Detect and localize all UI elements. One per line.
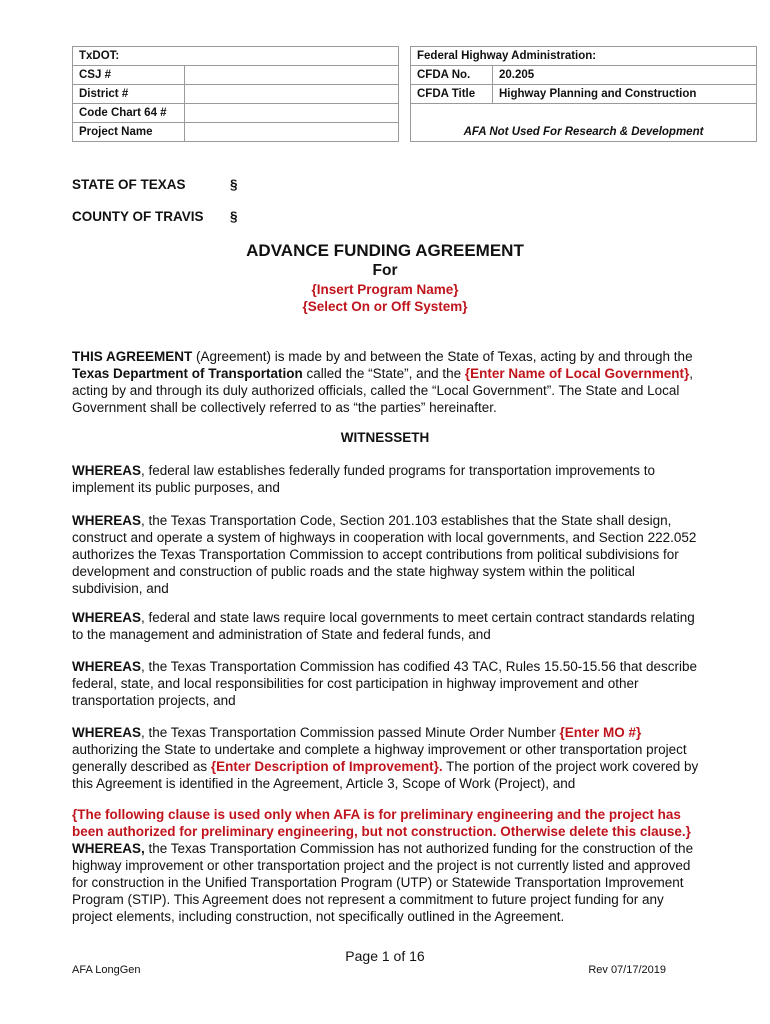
fhwa-label: Federal Highway Administration: [411,47,757,66]
whereas-paragraph: WHEREAS, the Texas Transportation Code, Section 201.103 establishes that the State shall design, construct and operate a system of highways in cooperation with local governments, and Section 222.052 authorizes the Texas Transportation Commission to accept contributions from political subdivisions for development and construction of public roads and the state highway system within the political subdivision, and [72,513,697,596]
afa-note: AFA Not Used For Research & Development [411,123,757,142]
txdot-label: TxDOT: [73,47,399,66]
code-chart-field[interactable] [185,104,399,123]
cfda-title-label: CFDA Title [411,85,493,104]
header-table [72,46,757,142]
clause-note: {The following clause is used only when AFA is for preliminary engineering and the project has been authorized for preliminary engineering, but not construction. Otherwise delete this clause.} [72,807,691,839]
agreement-paragraph: THIS AGREEMENT (Agreement) is made by and between the State of Texas, acting by and through the Texas Department of Transportation called the “State”, and the {Enter Name of Local Government}, acting by and through its duly authorized officials, called the “Local Government”. The State and Local Government shall be collectively referred to as “the parties” hereinafter. [72,349,693,415]
cfda-no-label: CFDA No. [411,66,493,85]
csj-field[interactable] [185,66,399,85]
cfda-no-value: 20.205 [493,66,757,85]
program-name-placeholder: {Insert Program Name} [311,282,459,297]
project-name-label: Project Name [73,123,185,142]
whereas-paragraph: WHEREAS, federal and state laws require local governments to meet certain contract standards relating to the management and administration of State and federal funds, and [72,610,695,642]
cfda-title-value: Highway Planning and Construction [493,85,757,104]
footer-right: Rev 07/17/2019 [588,964,666,976]
district-label: District # [73,85,185,104]
section-symbol: § [230,209,238,224]
whereas-paragraph-conditional: {The following clause is used only when AFA is for preliminary engineering and the project has been authorized for preliminary engineering, but not construction. Otherwise delete this clause.} WHEREAS, the Texas Transportation Commission has not authorized funding for the construction of the highway improvement or other transportation project and the project is not currently listed and approved for construction in the Unified Transportation Program (UTP) or Statewide Transportation Improvement Program (STIP). This Agreement does not represent a commitment to future project funding for any project elements, including construction, not specifically outlined in the Agreement. [72,807,694,924]
txdot-name: Texas Department of Transportation [72,366,303,381]
document-title: ADVANCE FUNDING AGREEMENT [246,241,524,260]
agreement-lead: THIS AGREEMENT [72,349,193,364]
county-of-travis: COUNTY OF TRAVIS [72,209,204,224]
state-of-texas: STATE OF TEXAS [72,177,186,192]
description-placeholder: {Enter Description of Improvement}. [210,759,443,774]
district-field[interactable] [185,85,399,104]
minute-order-placeholder: {Enter MO #} [559,725,642,740]
system-placeholder: {Select On or Off System} [302,299,468,314]
whereas-paragraph: WHEREAS, federal law establishes federally funded programs for transportation improvements to implement its public purposes, and [72,463,656,495]
whereas-paragraph: WHEREAS, the Texas Transportation Commission passed Minute Order Number {Enter MO #} authorizing the State to undertake and complete a highway improvement or other transportation project generally described as {Enter Description of Improvement}. The portion of the project work covered by this Agreement is identified in the Agreement, Article 3, Scope of Work (Project), and [72,725,699,791]
footer-left: AFA LongGen [72,964,141,976]
title-for: For [372,262,398,279]
project-name-field[interactable] [185,123,399,142]
witnesseth-heading: WITNESSETH [340,430,430,445]
csj-label: CSJ # [73,66,185,85]
page-number: Page 1 of 16 [345,948,425,964]
section-symbol: § [230,177,238,192]
code-chart-label: Code Chart 64 # [73,104,185,123]
whereas-paragraph: WHEREAS, the Texas Transportation Commission has codified 43 TAC, Rules 15.50-15.56 that describe federal, state, and local responsibilities for cost participation in highway improvement and other transportation projects, and [72,659,698,708]
local-government-placeholder: {Enter Name of Local Government} [464,366,690,381]
